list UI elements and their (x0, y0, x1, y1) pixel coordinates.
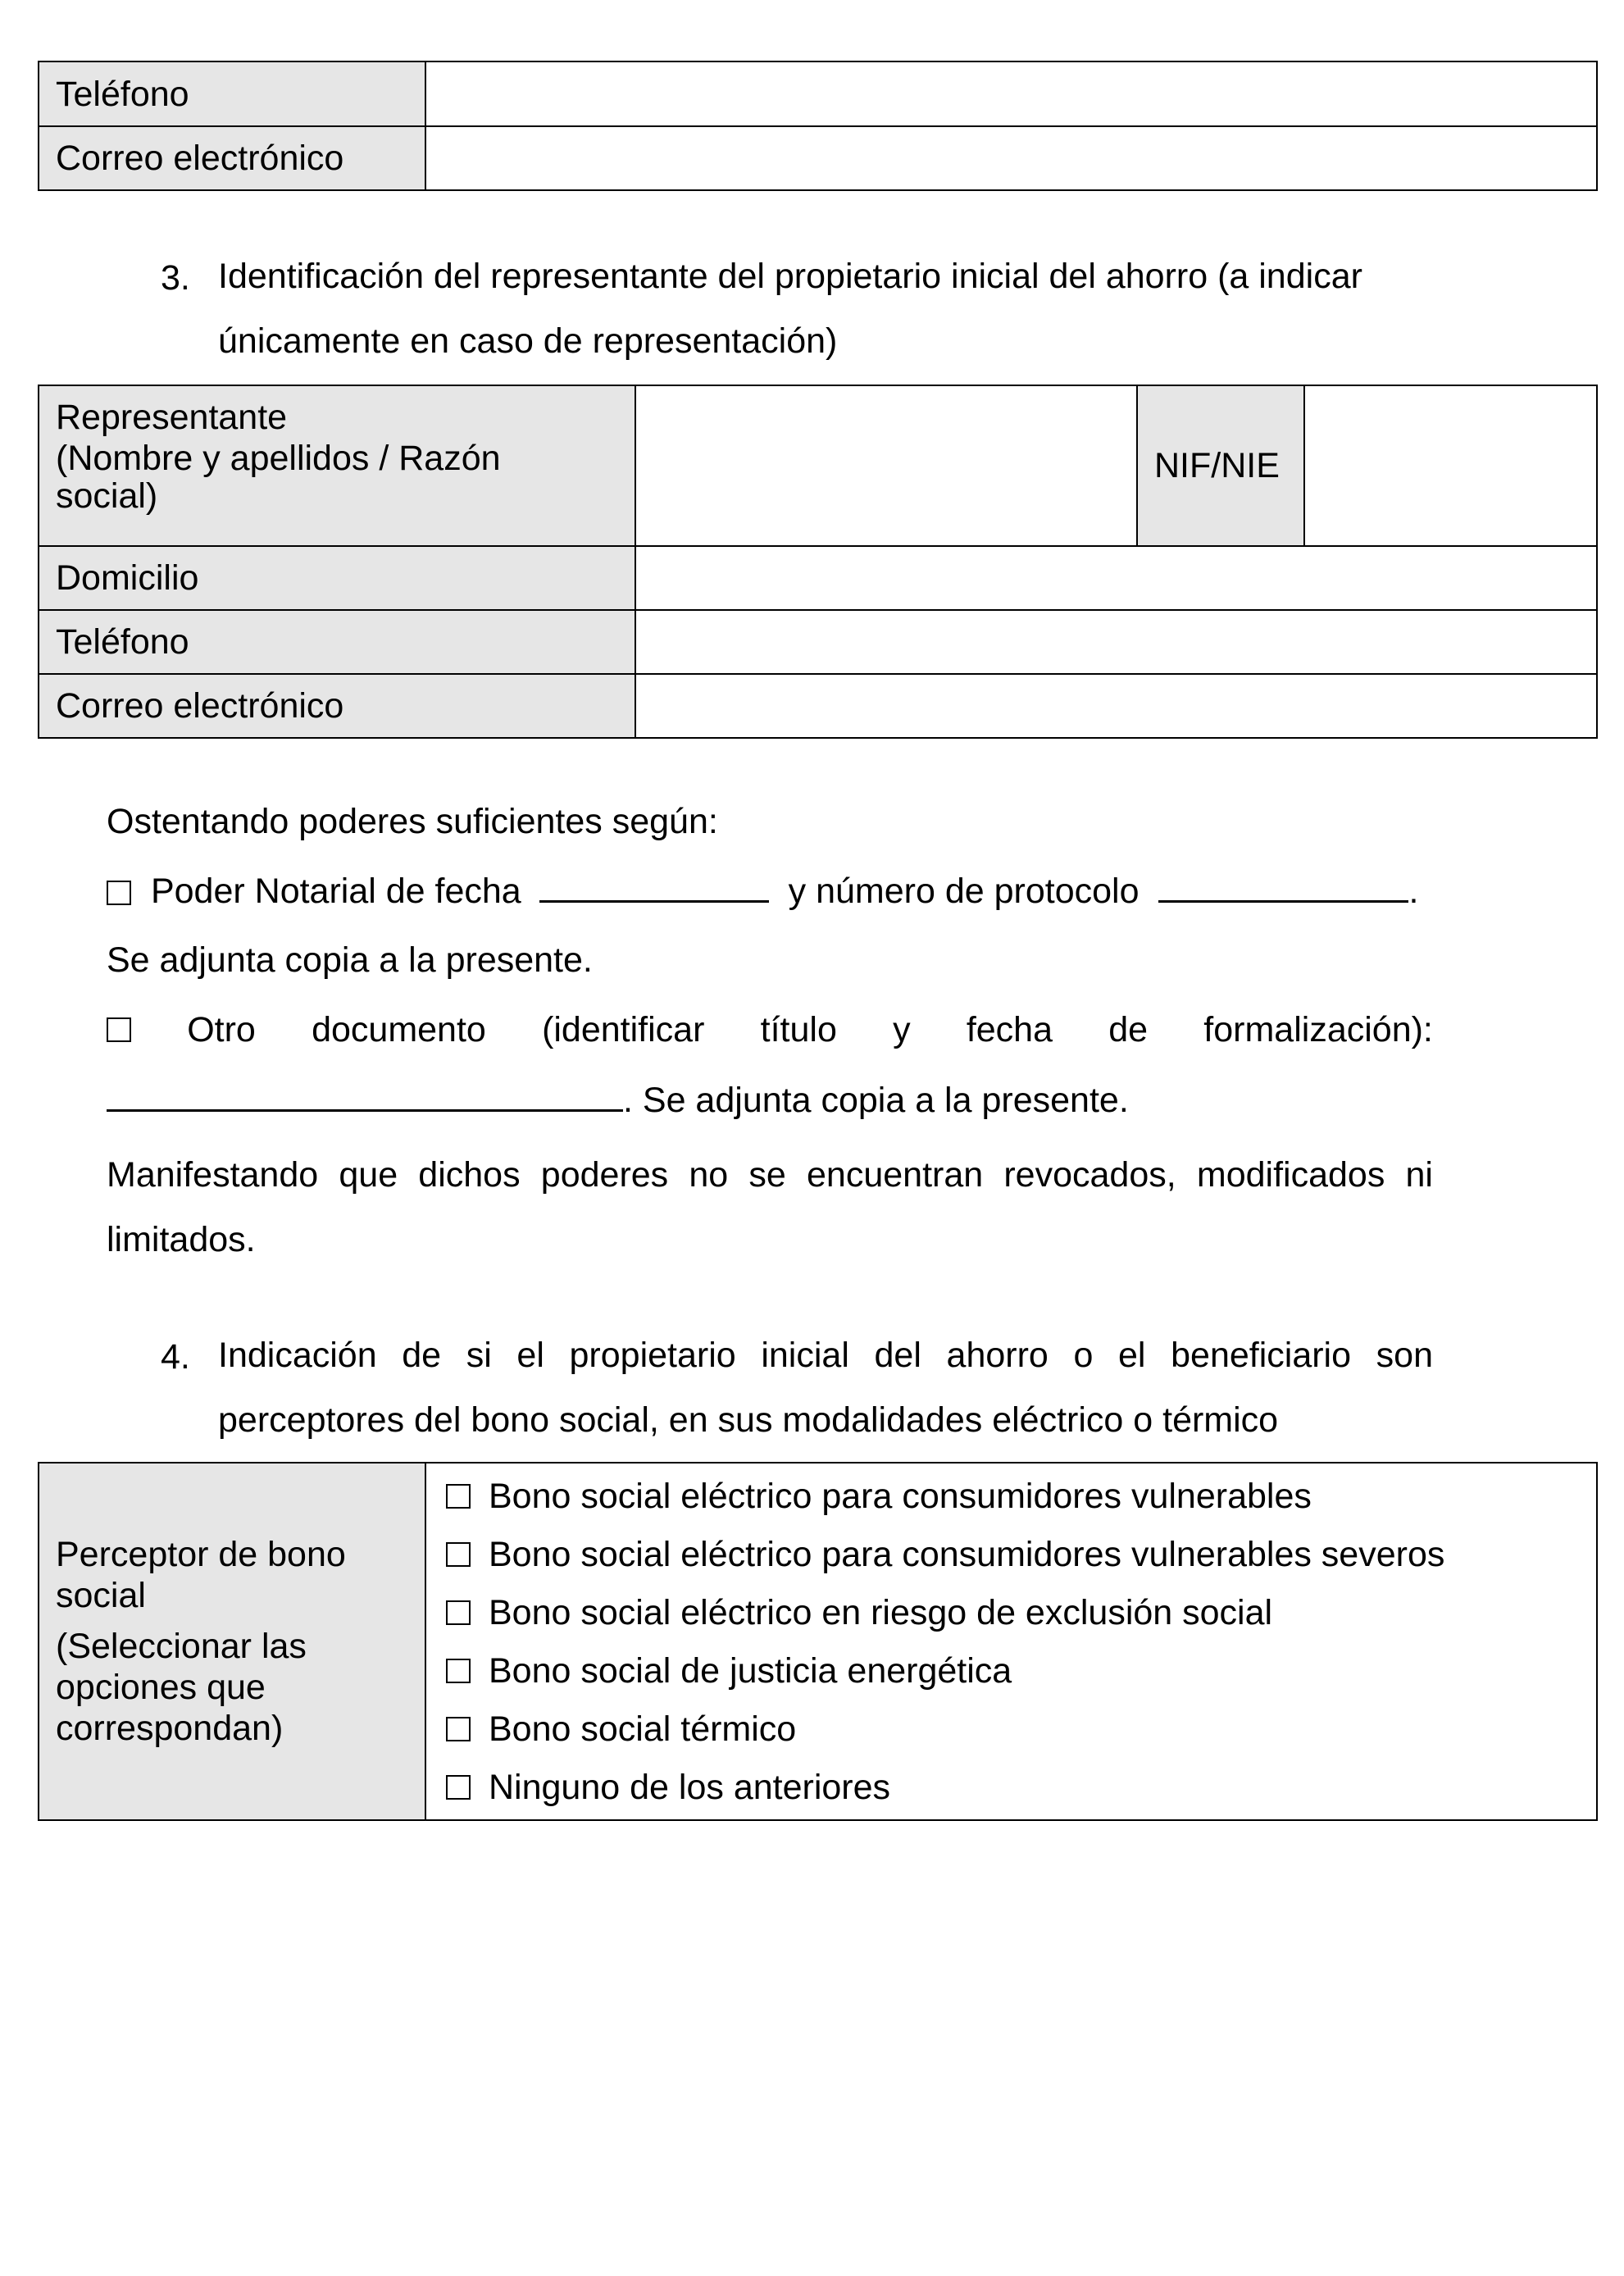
rep-telefono-label: Teléfono (39, 610, 635, 674)
section3-heading-line2: únicamente en caso de representación) (218, 321, 838, 361)
section4-number: 4. (161, 1337, 190, 1377)
otro-word: y (893, 1010, 911, 1049)
telefono-field[interactable] (425, 61, 1597, 126)
manifest-line2: limitados. (107, 1220, 256, 1259)
bono-option[interactable] (446, 1583, 1596, 1641)
bono-options-cell (425, 1463, 1597, 1820)
bono-option-checkbox[interactable] (446, 1600, 471, 1625)
perceptor-label-line5: correspondan) (56, 1709, 284, 1748)
otro-word: fecha (966, 1010, 1053, 1049)
manifest-line1: Manifestando que dichos poderes no se encuentran revocados, modificados ni (107, 1155, 1433, 1195)
manifest-paragraph (107, 1143, 1433, 1272)
notarial-copy: Se adjunta copia a la presente. (107, 940, 593, 980)
bono-option-label: Ninguno de los anteriores (489, 1767, 891, 1807)
section3-heading (218, 244, 1440, 374)
notarial-text-b: y número de protocolo (788, 872, 1140, 911)
perceptor-label-line3: (Seleccionar las (56, 1627, 307, 1666)
perceptor-label-line2: social (56, 1576, 146, 1615)
representante-label (39, 385, 635, 546)
otro-copy-line (107, 1078, 1433, 1122)
otro-word: de (1108, 1010, 1149, 1049)
bono-option-label: Bono social eléctrico para consumidores vulnerables (489, 1476, 1312, 1516)
bono-option[interactable] (446, 1758, 1596, 1816)
otro-word: Otro (187, 1010, 256, 1049)
notarial-checkbox[interactable] (107, 881, 131, 905)
bono-option-label: Bono social eléctrico en riesgo de exclusión social (489, 1592, 1273, 1632)
nif-nie-label: NIF/NIE (1137, 385, 1304, 546)
bono-option-checkbox[interactable] (446, 1542, 471, 1567)
bono-option-label: Bono social térmico (489, 1709, 797, 1749)
contact-table-top (38, 61, 1598, 191)
notarial-text-a: Poder Notarial de fecha (150, 872, 521, 911)
bono-option[interactable] (446, 1641, 1596, 1700)
rep-correo-field[interactable] (635, 674, 1597, 738)
correo-field[interactable] (425, 126, 1597, 190)
notarial-end: . (1408, 872, 1419, 911)
otro-word: título (760, 1010, 837, 1049)
representante-field[interactable] (635, 385, 1137, 546)
representante-label-line1: Representante (56, 398, 288, 437)
representante-label-line3: social) (56, 476, 158, 516)
otro-copy: . Se adjunta copia a la presente. (623, 1081, 1129, 1120)
section3-heading-line1: Identificación del representante del propietario inicial del ahorro (a indicar (218, 257, 1362, 296)
powers-intro: Ostentando poderes suficientes según: (107, 802, 718, 841)
domicilio-field[interactable] (635, 546, 1597, 610)
domicilio-label: Domicilio (39, 546, 635, 610)
telefono-label: Teléfono (39, 61, 425, 126)
bono-option-label: Bono social de justicia energética (489, 1650, 1012, 1691)
bono-option-checkbox[interactable] (446, 1717, 471, 1741)
protocol-number-blank[interactable] (1158, 869, 1408, 903)
correo-label: Correo electrónico (39, 126, 425, 190)
nif-nie-field[interactable] (1304, 385, 1597, 546)
bono-option[interactable] (446, 1700, 1596, 1758)
section4-heading (218, 1323, 1433, 1453)
section3-number: 3. (161, 258, 190, 298)
otro-checkbox[interactable] (107, 1017, 131, 1042)
notarial-line (107, 869, 1433, 913)
representative-table (38, 385, 1598, 739)
rep-telefono-field[interactable] (635, 610, 1597, 674)
section4-heading-line1: Indicación de si el propietario inicial del ahorro o el beneficiario son (218, 1336, 1433, 1375)
otro-word: (identificar (542, 1010, 705, 1049)
otro-line (107, 1008, 1433, 1051)
perceptor-label-line4: opciones que (56, 1668, 266, 1707)
perceptor-label-line1: Perceptor de bono (56, 1535, 346, 1574)
otro-word: formalización): (1203, 1010, 1433, 1049)
bono-option-checkbox[interactable] (446, 1659, 471, 1683)
notarial-date-blank[interactable] (539, 869, 769, 903)
section4-heading-line2: perceptores del bono social, en sus modalidades eléctrico o térmico (218, 1400, 1279, 1440)
bono-option-checkbox[interactable] (446, 1484, 471, 1509)
bono-option-label: Bono social eléctrico para consumidores vulnerables severos (489, 1534, 1445, 1574)
bono-option-checkbox[interactable] (446, 1775, 471, 1800)
bono-social-table (38, 1462, 1598, 1821)
rep-correo-label: Correo electrónico (39, 674, 635, 738)
otro-word: documento (312, 1010, 486, 1049)
perceptor-label (39, 1463, 425, 1820)
representante-label-line2: (Nombre y apellidos / Razón (56, 439, 501, 478)
bono-option[interactable] (446, 1525, 1596, 1583)
bono-option[interactable] (446, 1467, 1596, 1525)
otro-document-blank[interactable] (107, 1078, 623, 1112)
